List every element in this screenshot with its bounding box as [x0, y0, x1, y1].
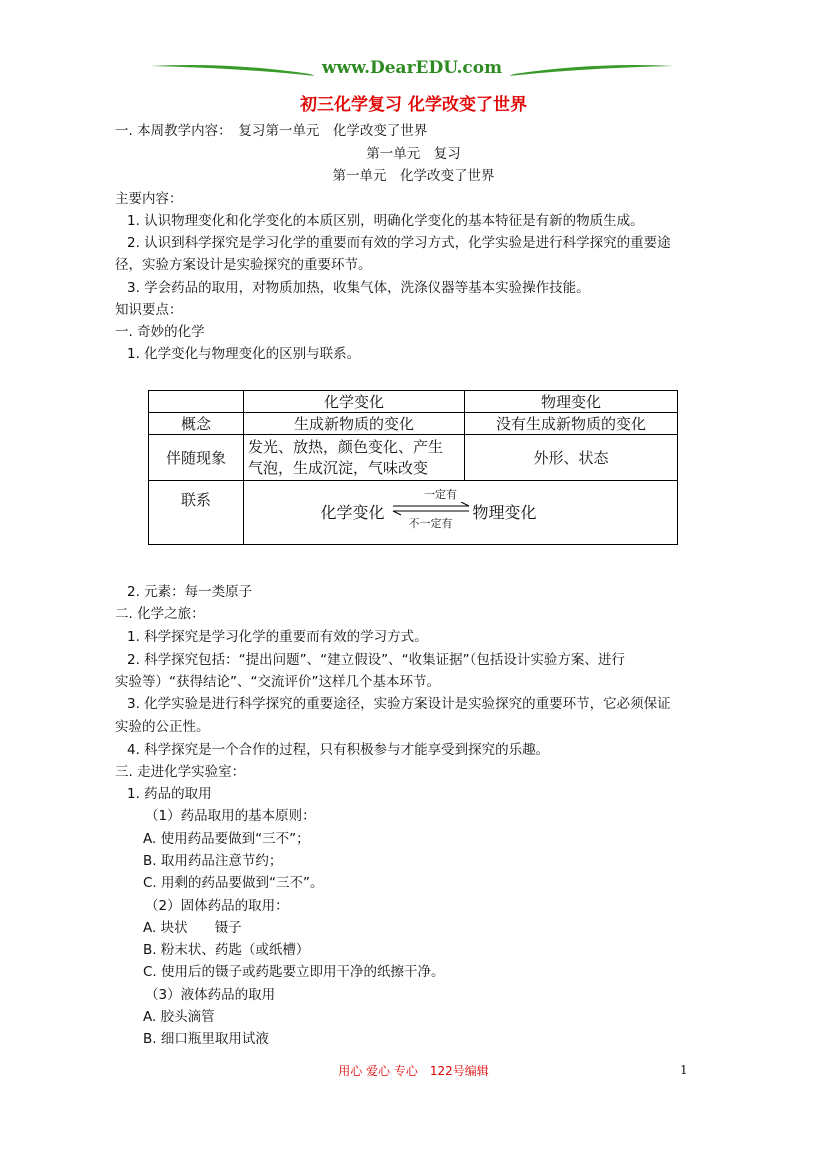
page-title: 初三化学复习 化学改变了世界	[300, 95, 527, 115]
text-line: 实验的公正性。	[115, 719, 210, 735]
text-line: C. 使用后的镊子或药匙要立即用干净的纸擦干净。	[143, 964, 445, 980]
cell-chem-phenomena	[244, 435, 465, 481]
text-line: 二. 化学之旅：	[115, 606, 205, 622]
text-line: 1. 认识物理变化和化学变化的本质区别，明确化学变化的基本特征是有新的物质生成。	[127, 213, 644, 229]
text-line: 2. 科学探究包括：“提出问题”、“建立假设”、“收集证据”（包括设计实验方案、进行	[127, 652, 625, 668]
relation-bottom-arrow-label: 不一定有	[408, 516, 453, 530]
cell-phys-phenomena: 外形、状态	[465, 435, 678, 481]
comparison-table	[148, 390, 678, 545]
text-line: 三. 走进化学实验室：	[115, 764, 246, 780]
cell-chem-concept: 生成新物质的变化	[244, 413, 465, 435]
cell-chem-phenomena-line1: 发光、放热，颜色变化、产生	[248, 437, 444, 456]
text-line: （2）固体药品的取用：	[145, 898, 289, 914]
text-line: 1. 化学变化与物理变化的区别与联系。	[127, 346, 361, 362]
row-label-relation: 联系	[149, 481, 244, 545]
table-header-phys: 物理变化	[465, 391, 678, 413]
relation-right-label: 物理变化	[472, 502, 537, 522]
text-line: 知识要点：	[115, 302, 183, 318]
page-number: 1	[680, 1063, 688, 1077]
text-line: B. 粉末状、药匙（或纸槽）	[143, 942, 310, 958]
text-line: 径，实验方案设计是实验探究的重要环节。	[115, 257, 372, 273]
relation-top-arrow-label: 一定有	[424, 487, 457, 501]
cell-phys-concept: 没有生成新物质的变化	[465, 413, 678, 435]
text-line: 实验等）“获得结论”、“交流评价”这样几个基本环节。	[115, 674, 440, 690]
site-url[interactable]: www.DearEDU.com	[321, 58, 503, 78]
page-footer: 用心 爱心 专心 122号编辑	[338, 1064, 489, 1078]
text-line: 2. 元素：每一类原子	[127, 584, 253, 600]
text-line: 第一单元 化学改变了世界	[332, 168, 495, 184]
text-line: 1. 科学探究是学习化学的重要而有效的学习方式。	[127, 629, 428, 645]
table-header-chem: 化学变化	[244, 391, 465, 413]
cell-chem-phenomena-line2: 气泡，生成沉淀，气味改变	[248, 458, 429, 477]
text-line: C. 用剩的药品要做到“三不”。	[143, 875, 324, 891]
site-header-banner	[150, 56, 674, 86]
double-arrow-icon	[391, 502, 471, 516]
text-line: 一. 本周教学内容： 复习第一单元 化学改变了世界	[115, 123, 428, 139]
row-label-concept: 概念	[149, 413, 244, 435]
text-line: 2. 认识到科学探究是学习化学的重要而有效的学习方式，化学实验是进行科学探究的重要途	[127, 235, 671, 251]
relation-left-label: 化学变化	[320, 502, 385, 522]
relation-diagram	[321, 488, 601, 538]
text-line: 主要内容：	[115, 191, 183, 207]
text-line: A. 胶头滴管	[143, 1009, 215, 1025]
text-line: 3. 学会药品的取用，对物质加热，收集气体，洗涤仪器等基本实验操作技能。	[127, 280, 590, 296]
text-line: 1. 药品的取用	[127, 786, 212, 802]
text-line: （3）液体药品的取用	[145, 987, 276, 1003]
table-corner-cell	[149, 391, 244, 413]
text-line: 3. 化学实验是进行科学探究的重要途径，实验方案设计是实验探究的重要环节，它必须保证	[127, 696, 671, 712]
text-line: B. 细口瓶里取用试液	[143, 1031, 269, 1047]
row-label-phenomena: 伴随现象	[149, 435, 244, 481]
text-line: B. 取用药品注意节约；	[143, 853, 283, 869]
text-line: （1）药品取用的基本原则：	[145, 808, 316, 824]
text-line: A. 使用药品要做到“三不”；	[143, 831, 310, 847]
text-line: A. 块状 镊子	[143, 920, 242, 936]
text-line: 4. 科学探究是一个合作的过程，只有积极参与才能享受到探究的乐趣。	[127, 742, 550, 758]
text-line: 第一单元 复习	[366, 146, 461, 162]
text-line: 一. 奇妙的化学	[115, 324, 205, 340]
cell-relation-diagram	[244, 481, 678, 545]
